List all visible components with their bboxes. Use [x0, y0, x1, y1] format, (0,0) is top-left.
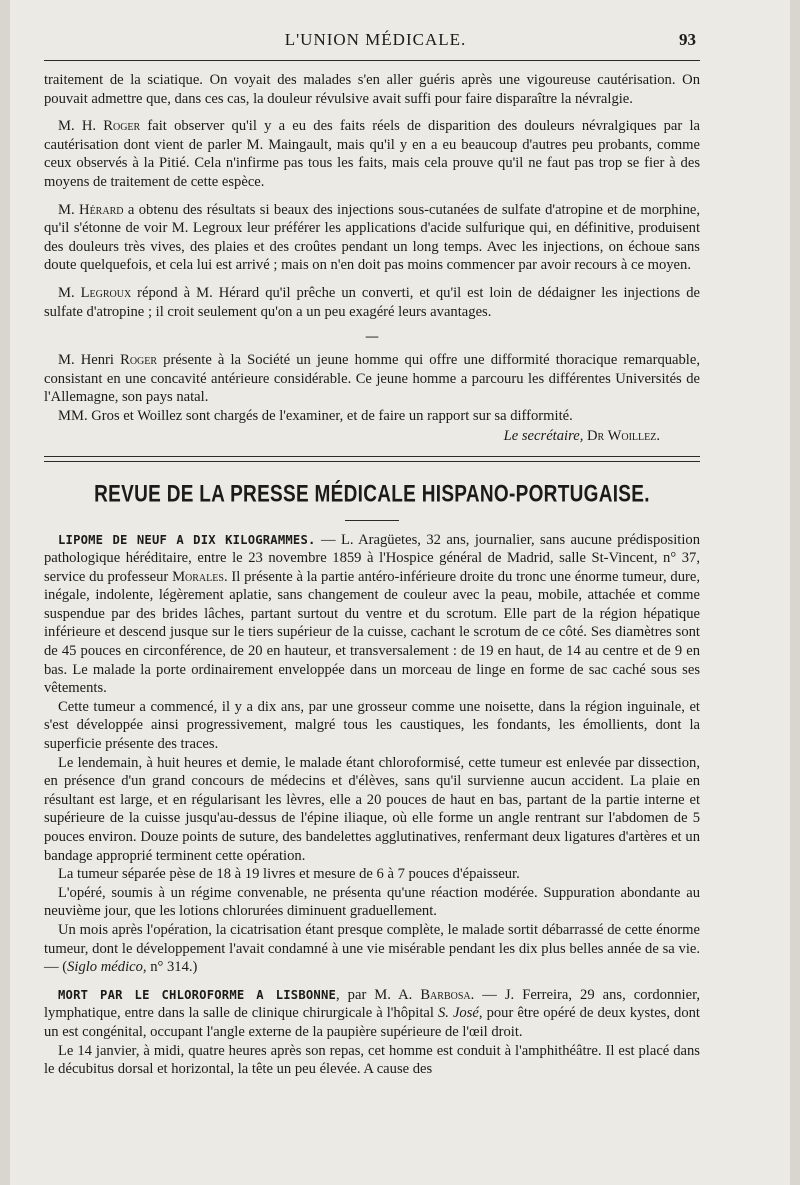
paragraph-text: , n° 314.) — [142, 959, 198, 976]
paragraph-text: a obtenu des résultats si beaux des injections sous-cutanées de sulfate d'atropine et de morphine, qu'il s'étonne de voir M. Legroux leur préférer les applications d'acide sulfurique qui, en définitive, produisent des douleurs très vives, des plaies et des croûtes pendant un long temps. Avec les injections, on échoue sans doute quelquefois, et cela lui est arrivé ; mais on n'en doit pas moins commencer par avoir recours à ce moyen. — [44, 201, 700, 274]
discussion-paragraph: MM. Gros et Woillez sont chargés de l'examiner, et de faire un rapport sur sa difformité. — [58, 407, 573, 424]
article-paragraph — [44, 921, 700, 977]
article-paragraph: Le lendemain, à huit heures et demie, le malade étant chloroformisé, cette tumeur est enlevée par dissection, en présence d'un grand concours de médecins et d'élèves, sans qu'il survienne aucun accident. La plaie en résultant est large, et en régularisant les lèvres, elle a 20 pouces de haut en bas, partant de la partie interne et supérieure de la cuisse jusqu'au-dessus de l'épine iliaque, où elle forme un angle rentrant sur l'abdomen de 5 pouces environ. Douze points de suture, des bandelettes agglutinatives, renfermant deux ligatures d'artères et un bandage approprié terminent cette opération. — [44, 754, 700, 864]
society-discussion — [44, 71, 700, 446]
paragraph-text: — L. Aragüetes, 32 ans, journalier, sans aucune prédisposition pathologique héréditaire, entre le 23 novembre 1859 à l'Hospice général de Madrid, salle St-Vincent, n° 37, service du professeur — [44, 531, 700, 585]
running-title: L'UNION MÉDICALE. — [284, 30, 467, 49]
article-heading: MORT PAR LE CHLOROFORME A LISBONNE — [58, 987, 337, 1002]
section-title: REVUE DE LA PRESSE MÉDICALE HISPANO-PORTUGAISE. — [94, 480, 650, 507]
speaker-name: M. Legroux — [58, 284, 132, 301]
paragraph-text: , pour être opéré de deux kystes, dont un est congénital, occupant l'angle externe de la paupière supérieure de l'œil droit. — [44, 1005, 700, 1040]
article-paragraph: Cette tumeur a commencé, il y a dix ans, par une grosseur comme une noisette, dans la région inguinale, et s'est développée ainsi progressivement, malgré tous les caustiques, les fondants, les émollients, dont la superficie présente des traces. — [44, 698, 700, 753]
paragraph-text: . Il présente à la partie antéro-inférieure droite du tronc une énorme tumeur, dure, inégale, indolente, légèrement aplatie, sans changement de couleur avec la peau, mobile, attachée et comme suspendue par des brides lâches, partant surtout du ventre et du scrotum. Elle part de la région hépatique inférieure et descend jusque sur le tiers supérieur de la cuisse, cachant le scrotum de ce côté. Ses diamètres sont de 45 pouces en circonférence, de 20 en hauteur, et transversalement : de 19 en haut, de 14 au centre et de 9 en bas. Le malade la porte ordinairement enveloppée dans un morceau de linge en forme de sac caché sous ses vêtements. — [44, 568, 701, 697]
article-paragraph — [44, 986, 700, 1042]
secretary-signature — [44, 426, 700, 446]
section-divider: — — [365, 329, 379, 346]
paragraph-text: , par M. A. — [336, 986, 421, 1003]
journal-page — [10, 0, 790, 1185]
speaker-name: M. Hérard — [58, 201, 124, 218]
page-number: 93 — [679, 30, 696, 49]
hospital-name: S. José — [437, 1005, 479, 1022]
paragraph-text: répond à M. Hérard qu'il prêche un converti, et qu'il est loin de dédaigner les injections de sulfate d'atropine ; il croit seulement qu'on a un peu exagéré leurs avantages. — [44, 284, 700, 320]
article-paragraph: L'opéré, soumis à un régime convenable, ne présenta qu'une réaction modérée. Suppuration abondante au neuvième jour, que les lotions chlorurées diminuent graduellement. — [44, 884, 700, 920]
professor-name: Morales — [172, 568, 224, 585]
page-header — [44, 30, 700, 61]
discussion-paragraph — [44, 351, 700, 407]
title-underline — [345, 520, 399, 521]
article-paragraph: La tumeur séparée pèse de 18 à 19 livres et mesure de 6 à 7 pouces d'épaisseur. — [58, 866, 520, 883]
signature-role: Le secrétaire, — [503, 427, 584, 444]
article-heading: LIPOME DE NEUF A DIX KILOGRAMMES. — [58, 532, 316, 547]
discussion-paragraph — [44, 117, 700, 191]
paragraph-text: Un mois après l'opération, la cicatrisation étant presque complète, le malade sortit débarrassé de cette énorme tumeur, dont le développement l'avait condamné à une vie misérable pendant les dix plus belles année de sa vie. — ( — [44, 921, 700, 976]
paragraph-text: . — J. Ferreira, 29 ans, cordonnier, lymphatique, entre dans la salle de clinique chirurgicale à l'hôpital — [44, 986, 701, 1022]
paragraph-text: présente à la Société un jeune homme qui offre une difformité thoracique remarquable, consistant en une concavité antérieure considérable. Ce jeune homme a parcouru les différentes Universités de l'Allemagne, son pays natal. — [44, 352, 700, 406]
speaker-name: M. H. Roger — [58, 118, 141, 135]
signature-name: Dr Woillez. — [583, 427, 660, 444]
source-title: Siglo médico — [67, 959, 143, 976]
discussion-paragraph: traitement de la sciatique. On voyait des malades s'en aller guéris après une vigoureuse cautérisation. On pouvait admettre que, dans ces cas, la douleur révulsive avait suffi pour faire disparaître la névralgie. — [44, 72, 700, 107]
double-rule-divider — [44, 456, 700, 462]
speaker-name: Roger — [120, 352, 158, 369]
paragraph-lead: M. Henri — [58, 352, 121, 369]
revue-articles — [44, 531, 700, 1079]
article-paragraph — [44, 531, 700, 698]
article-paragraph: Le 14 janvier, à midi, quatre heures après son repas, cet homme est conduit à l'amphithéâtre. Il est placé dans le décubitus dorsal et horizontal, la tête un peu élevée. A cause des — [44, 1042, 700, 1078]
author-name: Barbosa — [420, 986, 471, 1003]
discussion-paragraph — [44, 201, 700, 275]
paragraph-text: fait observer qu'il y a eu des faits réels de disparition des douleurs névralgiques par la cautérisation dont vient de parler M. Maingault, mais qu'il y en a eu beaucoup d'autres peu probants, comme ceux observés à la Pitié. Cela n'infirme pas tous les faits, mais cela prouve qu'il ne faut pas trop se fier à des moyens de traitement de cette espèce. — [44, 118, 700, 190]
discussion-paragraph — [44, 284, 700, 321]
